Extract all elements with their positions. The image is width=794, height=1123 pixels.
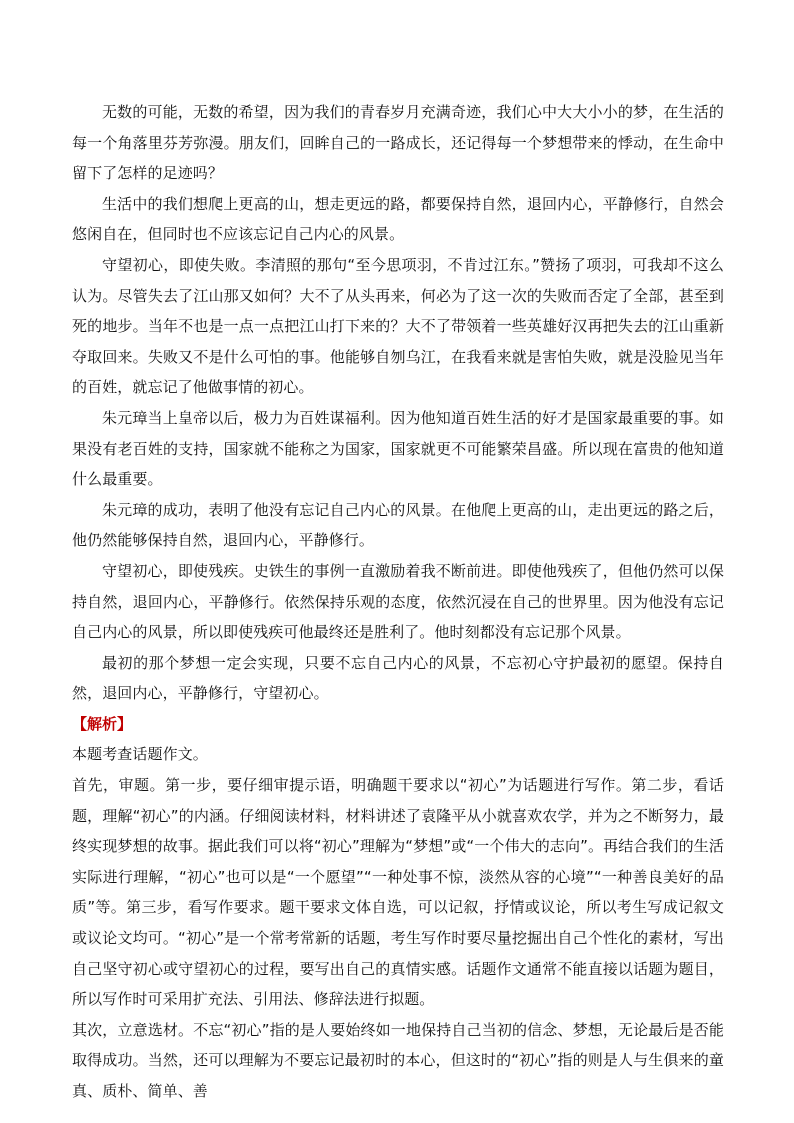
analysis-paragraph-1: 本题考查话题作文。 — [72, 745, 208, 764]
essay-paragraph-7: 最初的那个梦想一定会实现，只要不忘自己内心的风景，不忘初心守护最初的愿望。保持自然，退回内心，平静修行，守望初心。 — [72, 653, 724, 703]
essay-paragraph-3: 守望初心，即使失败。李清照的那句“至今思项羽，不肯过江东。”赞扬了项羽，可我却不这么认为。尽管失去了江山那又如何？大不了从头再来，何必为了这一次的失败而否定了全部，甚至到死的地步。当年不也是一点一点把江山打下来的？大不了带领着一些英雄好汉再把失去的江山重新夺取回来。失败又不是什么可怕的事。他能够自刎乌江，在我看来就是害怕失败，就是没脸见当年的百姓，就忘记了他做事情的初心。 — [72, 255, 724, 397]
essay-paragraph-1: 无数的可能，无数的希望，因为我们的青春岁月充满奇迹，我们心中大大小小的梦，在生活的每一个角落里芬芳弥漫。朋友们，回眸自己的一路成长，还记得每一个梦想带来的悸动，在生命中留下了怎样的足迹吗？ — [72, 103, 724, 183]
document-page — [72, 97, 724, 1107]
essay-paragraph-2: 生活中的我们想爬上更高的山，想走更远的路，都要保持自然，退回内心，平静修行，自然会悠闲自在，但同时也不应该忘记自己内心的风景。 — [72, 194, 724, 244]
analysis-heading: 【解析】 — [72, 714, 133, 733]
essay-paragraph-5: 朱元璋的成功，表明了他没有忘记自己内心的风景。在他爬上更高的山，走出更远的路之后，他仍然能够保持自然，退回内心，平静修行。 — [72, 500, 724, 550]
analysis-paragraph-3: 其次，立意选材。不忘“初心”指的是人要始终如一地保持自己当初的信念、梦想，无论最后是否能取得成功。当然，还可以理解为不要忘记最初时的本心，但这时的“初心”指的则是人与生俱来的童真、质朴、简单、善 — [72, 1020, 724, 1100]
analysis-paragraph-2: 首先，审题。第一步，要仔细审提示语，明确题干要求以“初心”为话题进行写作。第二步，看话题，理解“初心”的内涵。仔细阅读材料，材料讲述了袁隆平从小就喜欢农学，并为之不断努力，最终实现梦想的故事。据此我们可以将“初心”理解为“梦想”或“一个伟大的志向”。再结合我们的生活实际进行理解，“初心”也可以是“一个愿望”“一种处事不惊，淡然从容的心境”“一种善良美好的品质”等。第三步，看写作要求。题干要求文体自选，可以记叙，抒情或议论，所以考生写成记叙文或议论文均可。“初心”是一个常考常新的话题，考生写作时要尽量挖掘出自己个性化的素材，写出自己坚守初心或守望初心的过程，要写出自己的真情实感。话题作文通常不能直接以话题为题目，所以写作时可采用扩充法、引用法、修辞法进行拟题。 — [72, 776, 724, 1009]
essay-paragraph-4: 朱元璋当上皇帝以后，极力为百姓谋福利。因为他知道百姓生活的好才是国家最重要的事。如果没有老百姓的支持，国家就不能称之为国家，国家就更不可能繁荣昌盛。所以现在富贵的他知道什么最重要。 — [72, 408, 724, 489]
essay-paragraph-6: 守望初心，即使残疾。史铁生的事例一直激励着我不断前进。即使他残疾了，但他仍然可以保持自然，退回内心，平静修行。依然保持乐观的态度，依然沉浸在自己的世界里。因为他没有忘记自己内心的风景，所以即使残疾可他最终还是胜利了。他时刻都没有忘记那个风景。 — [72, 561, 724, 642]
